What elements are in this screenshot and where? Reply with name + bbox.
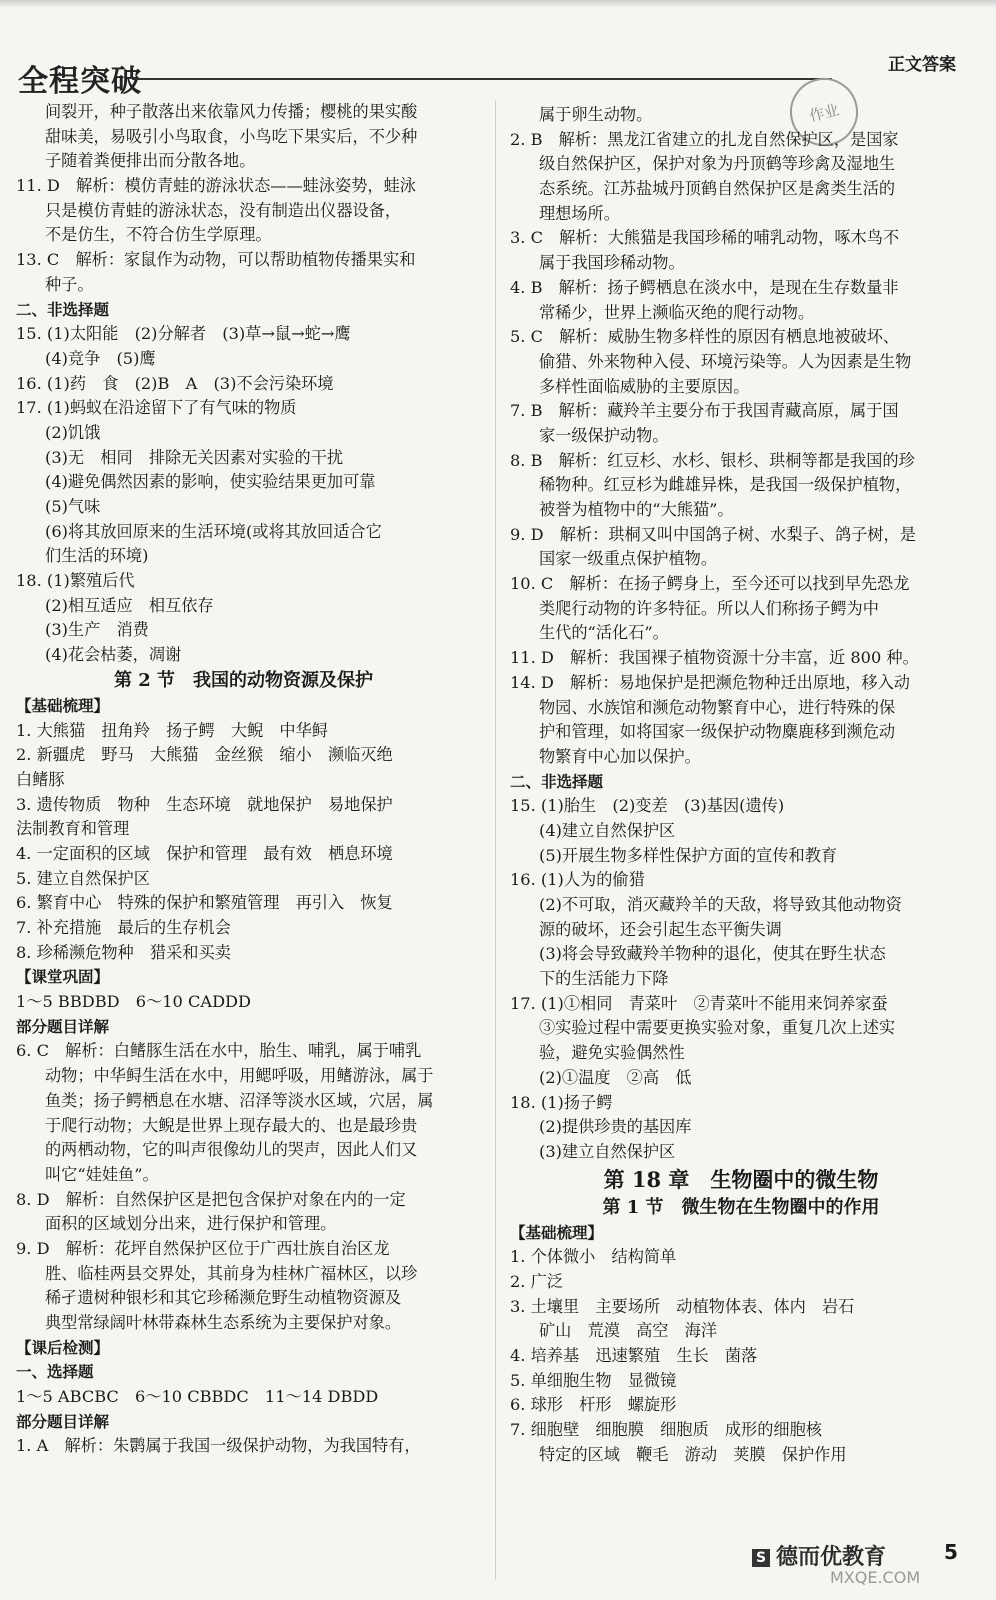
- answer-line: 2. 新疆虎 野马 大熊猫 金丝猴 缩小 濒临灭绝: [16, 745, 393, 765]
- right-column: [510, 103, 972, 1467]
- subsection-label: 【课后检测】: [16, 1338, 110, 1357]
- answer-line: 叫它“娃娃鱼”。: [45, 1164, 159, 1184]
- answer-line: 护和管理，如将国家一级保护动物麋鹿移到濒危动: [539, 722, 896, 742]
- answer-line: 甜味美，易吸引小鸟取食，小鸟吃下果实后，不少种: [45, 126, 418, 146]
- answer-line: 属于我国珍稀动物。: [539, 253, 685, 273]
- logo-s-icon: S: [752, 1549, 770, 1567]
- answer-line: 11. D 解析：我国裸子植物资源十分丰富，近 800 种。: [510, 648, 919, 668]
- page-number: 5: [944, 1540, 958, 1564]
- answer-line: 17. (1)①相同 青菜叶 ②青菜叶不能用来饲养家蚕: [510, 993, 888, 1013]
- answer-line: 偷猎、外来物种入侵、环境污染等。人为因素是生物: [539, 351, 912, 371]
- answer-line: (2)①温度 ②高 低: [539, 1067, 692, 1087]
- answer-line: (4)建立自然保护区: [539, 820, 676, 840]
- answer-line: 6. C 解析：白鳍豚生活在水中，胎生、哺乳，属于哺乳: [16, 1041, 422, 1061]
- answer-line: 1～5 BBDBD 6～10 CADDD: [16, 992, 252, 1012]
- subsection-label: 一、选择题: [16, 1363, 94, 1382]
- answer-line: 11. D 解析：模仿青蛙的游泳状态——蛙泳姿势，蛙泳: [16, 176, 416, 196]
- answer-line: (4)花会枯萎，凋谢: [45, 645, 182, 665]
- answer-line: (2)不可取，消灭藏羚羊的天敌，将导致其他动物资: [539, 895, 902, 914]
- answer-line: 下的生活能力下降: [539, 969, 669, 989]
- answer-line: 理想场所。: [539, 203, 620, 223]
- subsection-label: 【课堂巩固】: [16, 968, 110, 987]
- answer-line: 16. (1)人为的偷猎: [510, 870, 645, 890]
- answer-line: 家一级保护动物。: [539, 425, 669, 445]
- answer-line: 8. B 解析：红豆杉、水杉、银杉、珙桐等都是我国的珍: [510, 450, 915, 470]
- answer-line: 只是模仿青蛙的游泳状态，没有制造出仪器设备，: [45, 200, 402, 220]
- answer-line: 间裂开，种子散落出来依靠风力传播；樱桃的果实酸: [45, 102, 418, 121]
- subsection-label: 部分题目详解: [16, 1017, 110, 1036]
- answer-line: 特定的区域 鞭毛 游动 荚膜 保护作用: [539, 1444, 847, 1464]
- answer-line: 8. 珍稀濒危物种 猎采和买卖: [16, 942, 231, 962]
- answer-line: (3)生产 消费: [45, 620, 149, 640]
- answer-line: 稀物种。红豆杉为雌雄异株，是我国一级保护植物，: [539, 475, 912, 495]
- answer-line: (5)开展生物多样性保护方面的宣传和教育: [539, 845, 838, 865]
- answer-line: 1. A 解析：朱鹮属于我国一级保护动物，为我国特有，: [16, 1436, 421, 1456]
- answer-line: 14. D 解析：易地保护是把濒危物种迁出原地，移入动: [510, 672, 910, 692]
- subsection-label: 【基础梳理】: [510, 1223, 604, 1242]
- answer-line: 国家一级重点保护植物。: [539, 549, 718, 569]
- answer-line: (4)避免偶然因素的影响，使实验结果更加可靠: [45, 472, 376, 492]
- answer-line: 胜、临桂两县交界处，其前身为桂林广福林区，以珍: [45, 1263, 418, 1283]
- answer-line: (2)相互适应 相互依存: [45, 595, 214, 615]
- answer-line: 面积的区域划分出来，进行保护和管理。: [45, 1214, 337, 1234]
- brand-logo: 全程突破: [18, 64, 142, 99]
- answer-line: 18. (1)繁殖后代: [16, 571, 135, 591]
- answer-line: 法制教育和管理: [16, 819, 130, 839]
- answer-line: (3)无 相同 排除无关因素对实验的干扰: [45, 447, 344, 467]
- answer-line: 态系统。江苏盐城丹顶鹤自然保护区是禽类生活的: [539, 179, 896, 199]
- answer-line: 白鳍豚: [16, 769, 65, 789]
- answer-line: 验，避免实验偶然性: [539, 1043, 685, 1063]
- answer-line: 4. 一定面积的区域 保护和管理 最有效 栖息环境: [16, 843, 393, 863]
- answer-line: 2. 广泛: [510, 1271, 563, 1291]
- answer-line: 生代的“活化石”。: [539, 623, 669, 643]
- answer-line: 种子。: [45, 274, 94, 294]
- site-watermark: MXQE.COM: [830, 1568, 921, 1587]
- answer-line: (3)将会导致藏羚羊物种的退化，使其在野生状态: [539, 944, 886, 964]
- subsection-label: 部分题目详解: [16, 1412, 110, 1431]
- column-divider: [495, 100, 496, 1580]
- answer-line: 1. 大熊猫 扭角羚 扬子鳄 大鲵 中华鲟: [16, 720, 328, 740]
- answer-line: 8. D 解析：自然保护区是把包含保护对象在内的一定: [16, 1189, 406, 1209]
- answer-line: 典型常绿阔叶林带森林生态系统为主要保护对象。: [45, 1313, 402, 1332]
- answer-line: 4. B 解析：扬子鳄栖息在淡水中，是现在生存数量非: [510, 277, 899, 297]
- stamp-text: 作业: [807, 100, 841, 125]
- answer-line: 6. 球形 杆形 螺旋形: [510, 1395, 677, 1415]
- answer-line: 5. 单细胞生物 显微镜: [510, 1370, 677, 1390]
- answer-line: 物繁育中心加以保护。: [539, 746, 701, 766]
- answer-line: 17. (1)蚂蚁在沿途留下了有气味的物质: [16, 398, 297, 418]
- answer-line: 15. (1)太阳能 (2)分解者 (3)草→鼠→蛇→鹰: [16, 324, 351, 344]
- answer-line: 稀孑遗树种银杉和其它珍稀濒危野生动植物资源及: [45, 1288, 402, 1308]
- answer-line: (2)饥饿: [45, 422, 101, 442]
- answer-line: 1. 个体微小 结构简单: [510, 1247, 677, 1267]
- answer-line: 15. (1)胎生 (2)变差 (3)基因(遗传): [510, 796, 785, 816]
- subsection-label: 【基础梳理】: [16, 696, 110, 715]
- answer-line: 3. 遗传物质 物种 生态环境 就地保护 易地保护: [16, 794, 393, 814]
- answer-line: (3)建立自然保护区: [539, 1141, 676, 1161]
- answer-line: 7. B 解析：藏羚羊主要分布于我国青藏高原，属于国: [510, 401, 899, 421]
- answer-line: 3. 土壤里 主要场所 动植物体表、体内 岩石: [510, 1296, 855, 1316]
- answer-line: (5)气味: [45, 497, 101, 516]
- answer-line: 被誉为植物中的“大熊猫”。: [539, 500, 734, 519]
- answer-line: 级自然保护区，保护对象为丹顶鹤等珍禽及湿地生: [539, 154, 896, 174]
- answer-line: 3. C 解析：大熊猫是我国珍稀的哺乳动物，啄木鸟不: [510, 228, 900, 248]
- answer-line: (6)将其放回原来的生活环境(或将其放回适合它: [45, 521, 382, 541]
- answer-line: 动物；中华鲟生活在水中，用鳃呼吸，用鳍游泳，属于: [45, 1066, 434, 1086]
- answer-line: 子随着粪便排出而分散各地。: [45, 151, 256, 171]
- answer-line: (4)竞争 (5)鹰: [45, 348, 156, 368]
- answer-line: (2)提供珍贵的基因库: [539, 1117, 692, 1137]
- answer-line: 13. C 解析：家鼠作为动物，可以帮助植物传播果实和: [16, 250, 416, 270]
- section-heading: 第 1 节 微生物在生物圈中的作用: [602, 1196, 880, 1218]
- footer-logo: [752, 1540, 886, 1571]
- answer-line: 矿山 荒漠 高空 海洋: [539, 1321, 718, 1341]
- answer-line: 6. 繁育中心 特殊的保护和繁殖管理 再引入 恢复: [16, 893, 393, 913]
- answer-line: 7. 补充措施 最后的生存机会: [16, 918, 231, 937]
- section-heading: 第 18 章 生物圈中的微生物: [603, 1166, 879, 1192]
- answer-line: 4. 培养基 迅速繁殖 生长 菌落: [510, 1346, 758, 1365]
- answer-line: 多样性面临威胁的主要原因。: [539, 376, 750, 396]
- answer-line: 物园、水族馆和濒危动物繁育中心，进行特殊的保: [539, 697, 896, 717]
- answer-line: 5. 建立自然保护区: [16, 868, 150, 888]
- subsection-label: 二、非选择题: [16, 300, 110, 319]
- answer-line: 9. D 解析：花坪自然保护区位于广西壮族自治区龙: [16, 1238, 390, 1258]
- answer-line: 于爬行动物；大鲵是世界上现存最大的、也是最珍贵: [45, 1115, 418, 1135]
- answer-line: 的两栖动物，它的叫声很像幼儿的哭声，因此人们又: [45, 1140, 418, 1160]
- answer-line: 1～5 ABCBC 6～10 CBBDC 11～14 DBDD: [16, 1387, 379, 1407]
- answer-line: 们生活的环境): [45, 546, 149, 566]
- section-heading: 第 2 节 我国的动物资源及保护: [113, 669, 374, 691]
- answer-line: 7. 细胞壁 细胞膜 细胞质 成形的细胞核: [510, 1420, 822, 1440]
- answer-line: 10. C 解析：在扬子鳄身上，至今还可以找到早先恐龙: [510, 574, 910, 594]
- answer-line: 2. B 解析：黑龙江省建立的扎龙自然保护区，是国家: [510, 129, 899, 149]
- answer-line: 类爬行动物的许多特征。所以人们称扬子鳄为中: [539, 598, 879, 618]
- answer-line: 16. (1)药 食 (2)B A (3)不会污染环境: [16, 373, 334, 393]
- section-label: 正文答案: [888, 55, 956, 75]
- answer-line: 9. D 解析：珙桐又叫中国鸽子树、水梨子、鸽子树，是: [510, 524, 916, 544]
- top-edge: [0, 0, 996, 8]
- footer-logo-text: 德而优教育: [776, 1545, 887, 1570]
- subsection-label: 二、非选择题: [510, 772, 604, 791]
- answer-line: 18. (1)扬子鳄: [510, 1092, 613, 1112]
- left-column: [16, 100, 471, 1459]
- answer-line: 5. C 解析：威胁生物多样性的原因有栖息地被破坏、: [510, 327, 900, 347]
- answer-line: 常稀少，世界上濒临灭绝的爬行动物。: [539, 302, 815, 322]
- answer-line: 鱼类；扬子鳄栖息在水塘、沼泽等淡水区域，穴居，属: [45, 1090, 434, 1110]
- header-rule: [132, 78, 832, 80]
- answer-line: 源的破坏，还会引起生态平衡失调: [539, 919, 782, 939]
- answer-line: 属于卵生动物。: [539, 105, 653, 124]
- answer-line: ③实验过程中需要更换实验对象，重复几次上述实: [539, 1018, 896, 1038]
- answer-line: 不是仿生，不符合仿生学原理。: [45, 225, 272, 245]
